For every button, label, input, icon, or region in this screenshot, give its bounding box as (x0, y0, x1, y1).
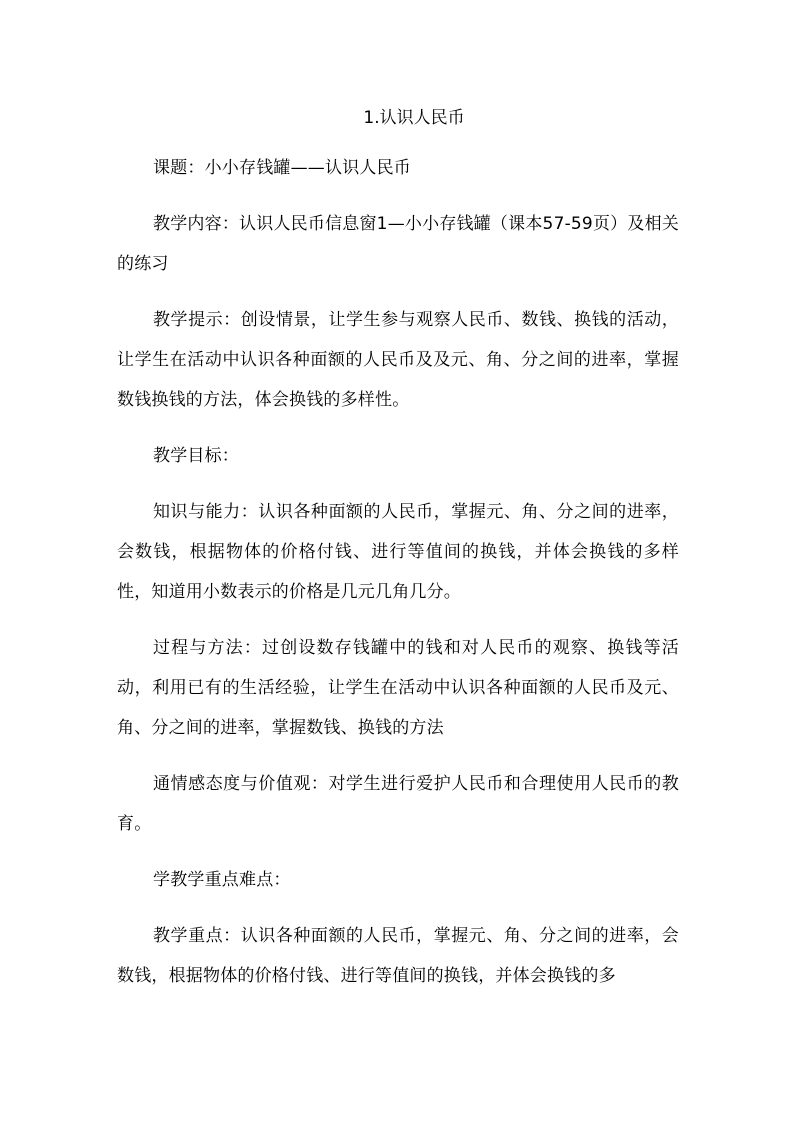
paragraph-teaching-content: 教学内容：认识人民币信息窗1—小小存钱罐（课本57-59页）及相关的练习 (117, 214, 679, 274)
document-title: 1.认识人民币 (363, 108, 465, 128)
document-body (117, 144, 679, 1012)
paragraph-teaching-goals-heading: 教学目标： (153, 446, 239, 466)
paragraph-teaching-tips: 教学提示：创设情景，让学生参与观察人民币、数钱、换钱的活动，让学生在活动中认识各种面额的人民币及及元、角、分之间的进率，掌握数钱换钱的方法，体会换钱的多样性。 (117, 310, 679, 410)
paragraph-process-method: 过程与方法：过创设数存钱罐中的钱和对人民币的观察、换钱等活动，利用已有的生活经验，让学生在活动中认识各种面额的人民币及元、角、分之间的进率，掌握数钱、换钱的方法 (117, 638, 679, 738)
paragraph-key-points: 教学重点：认识各种面额的人民币，掌握元、角、分之间的进率，会数钱，根据物体的价格付钱、进行等值间的换钱，并体会换钱的多 (117, 926, 679, 986)
paragraph-key-points-heading: 学教学重点难点： (153, 870, 291, 890)
paragraph-topic: 课题：小小存钱罐——认识人民币 (153, 158, 411, 178)
paragraph-emotion-values: 通情感态度与价值观：对学生进行爱护人民币和合理使用人民币的教育。 (117, 774, 679, 834)
paragraph-knowledge-ability: 知识与能力：认识各种面额的人民币，掌握元、角、分之间的进率，会数钱，根据物体的价格付钱、进行等值间的换钱，并体会换钱的多样性，知道用小数表示的价格是几元几角几分。 (117, 502, 679, 602)
